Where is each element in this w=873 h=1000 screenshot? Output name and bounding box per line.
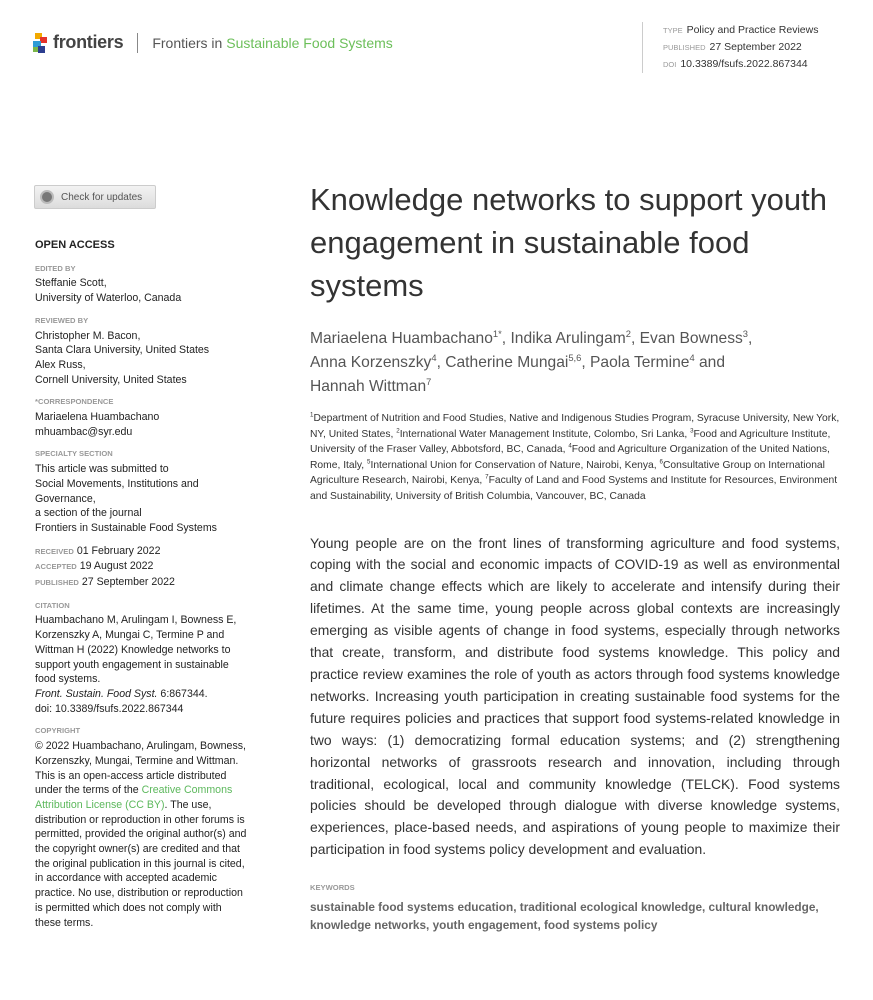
author-affiliation-marker: 4 [431, 352, 437, 363]
edited-by-label: EDITED BY [35, 263, 76, 273]
editor-affiliation: University of Waterloo, Canada [35, 292, 182, 305]
author-affiliation-marker: 7 [426, 376, 432, 387]
affiliation-marker: 2 [396, 427, 400, 435]
author-affiliation-marker: 2 [625, 328, 631, 339]
author-name[interactable]: Mariaelena Huambachano$^{1*}$ [310, 328, 502, 347]
affiliation: International Water Management Institute, Colombo, Sri Lanka, [399, 428, 691, 440]
affiliation-marker: 1 [310, 411, 314, 419]
affiliation-marker: 7 [485, 473, 489, 481]
reviewer-affiliation: Santa Clara University, United States [35, 344, 210, 357]
article-meta [642, 22, 818, 73]
reviewer-name: Christopher M. Bacon, [35, 329, 141, 342]
keywords: sustainable food systems education, traditional ecological knowledge, cultural knowledge, knowledge networks, youth engagement, food systems policy [310, 900, 819, 933]
journal-prefix: Frontiers in [152, 34, 227, 51]
frontiers-logo-icon [33, 33, 47, 53]
published-date: 27 September 2022 [709, 41, 802, 53]
article-title: Knowledge networks to support youth engagement in sustainable food systems [310, 182, 827, 303]
reviewer-name: Alex Russ, [35, 358, 86, 371]
author-name[interactable]: Paola Termine$^4$ [590, 352, 695, 371]
doi-label: DOI [663, 60, 677, 69]
doi[interactable]: 10.3389/fsufs.2022.867344 [680, 58, 808, 70]
author-name[interactable]: Anna Korzenszky$^4$ [310, 352, 437, 371]
received-date: 01 February 2022 [76, 544, 161, 557]
affiliation: Food and Agriculture Organization of the United Nations, Rome, Italy, [310, 444, 830, 471]
correspondence-name: Mariaelena Huambachano [35, 411, 160, 424]
copyright [35, 739, 250, 930]
journal-name: Sustainable Food Systems [226, 34, 393, 51]
specialty-line: Frontiers in Sustainable Food Systems [35, 521, 217, 534]
specialty-line: Social Movements, Institutions and Governance, [35, 477, 199, 505]
copyright-text-end: . The use, distribution or reproduction in other forums is permitted, provided the original author(s) and the copyright owner(s) are credited and that the original publication in this journal is cited, in accordance with accepted academic practice. No use, distribution or reproduction is permitted which does not comply with these terms. [35, 798, 247, 929]
author-name[interactable]: Catherine Mungai$^{5,6}$ [445, 352, 582, 371]
affiliation: Department of Nutrition and Food Studies, Native and Indigenous Studies Program, Syracuse University, New York, NY, United States, [310, 413, 840, 440]
affiliation-marker: 4 [568, 442, 572, 450]
copyright-label: COPYRIGHT [35, 726, 81, 736]
author-affiliation-marker: 3 [742, 328, 749, 339]
affiliation: Food and Agriculture Institute, University of the Fraser Valley, Abbotsford, BC, Canada, [310, 428, 831, 456]
journal-title [152, 35, 392, 51]
check-updates-label: Check for updates [61, 191, 143, 203]
editor-name: Steffanie Scott, [35, 277, 107, 290]
correspondence-label: *CORRESPONDENCE [35, 397, 114, 407]
abstract: Young people are on the front lines of transforming agriculture and food systems, coping with the social and economic impacts of COVID-19 as well as environmental and climate change effects which are likely to accelerate and intensify during their lifetimes. At the same time, young people across global contexts are increasingly emerging as visible agents of change in food systems, especially through networks that create, transform, and distribute food systems knowledge. This policy and practice review examines the role of youth as actors through food systems knowledge networks. Increasing youth participation in creating sustainable food systems for the future requires policies and practices that support food systems-related knowledge in two ways: (1) democratizing formal education systems; and (2) strengthening horizontal networks of grassroots research and innovation, including through traditional, ecological, local and community knowledge (TELCK). Food systems policies should be developed through dialogue with diverse knowledge systems, experiences, place-based needs, and aspirations of young people to maximize their participation in food systems policy development and evaluation. [310, 534, 840, 858]
citation [35, 613, 250, 716]
author-name[interactable]: Evan Bowness$^3$ [639, 328, 749, 347]
dates [35, 544, 250, 591]
main-column [310, 178, 840, 934]
correspondence-email[interactable]: mhuambac@syr.edu [35, 425, 133, 438]
specialty-line: This article was submitted to [35, 463, 169, 476]
type-label: TYPE [663, 26, 683, 35]
author-list: Mariaelena Huambachano$^{1*}$, Indika Arulingam$^2$, Evan Bowness$^3$, Anna Korzenszky$^4$, Catherine Mungai$^{5,6}$, Paola Termine$^4$ and Hannah Wittman$^7$ [310, 328, 753, 395]
citation-text: Huambachano M, Arulingam I, Bowness E, Korzenszky A, Mungai C, Termine P and Wittman H (2022) Knowledge networks to support youth engagement in sustainable food systems. [35, 614, 237, 686]
author-name[interactable]: Hannah Wittman$^7$ [310, 376, 432, 395]
article-type: Policy and Practice Reviews [686, 24, 819, 36]
author-name[interactable]: Indika Arulingam$^2$ [510, 328, 631, 347]
citation-label: CITATION [35, 600, 70, 610]
published-date: 27 September 2022 [81, 576, 175, 589]
accepted-date: 19 August 2022 [79, 560, 154, 573]
divider [137, 33, 138, 53]
brand-name: frontiers [53, 32, 124, 52]
keywords-label: KEYWORDS [310, 883, 355, 893]
check-for-updates-button[interactable] [34, 185, 156, 209]
update-icon [40, 190, 54, 204]
citation-journal: Front. Sustain. Food Syst. [35, 687, 158, 700]
frontiers-logo[interactable] [33, 32, 393, 53]
specialty-line: a section of the journal [35, 507, 142, 520]
author-affiliation-marker: 4 [689, 352, 695, 363]
affiliation-marker: 5 [367, 458, 371, 466]
copyright-text: © 2022 Huambachano, Arulingam, Bowness, Korzenszky, Mungai, Termine and Wittman. This is an open-access article distributed under the terms of the [35, 740, 246, 797]
author-affiliation-marker: 5,6 [568, 352, 582, 363]
specialty-label: SPECIALTY SECTION [35, 449, 113, 459]
open-access: OPEN ACCESS [35, 239, 115, 251]
author-affiliation-marker: 1* [492, 328, 502, 339]
affiliations [310, 411, 840, 505]
accepted-label: ACCEPTED [35, 562, 77, 572]
reviewer-affiliation: Cornell University, United States [35, 373, 187, 386]
citation-doi[interactable]: doi: 10.3389/fsufs.2022.867344 [35, 702, 184, 715]
license-link[interactable]: Creative Commons Attribution License (CC BY) [35, 784, 233, 811]
reviewed-by-label: REVIEWED BY [35, 315, 89, 325]
affiliation-marker: 3 [690, 427, 694, 435]
affiliation: International Union for Conservation of Nature, Nairobi, Kenya, [370, 459, 660, 471]
received-label: RECEIVED [35, 546, 74, 556]
sidebar [35, 238, 250, 930]
published-label: PUBLISHED [35, 578, 79, 588]
affiliation: Consultative Group on International Agriculture Research, Nairobi, Kenya, [310, 459, 825, 487]
published-label: PUBLISHED [663, 43, 706, 52]
citation-volume: 6:867344. [157, 687, 208, 700]
affiliation-marker: 6 [659, 458, 663, 466]
affiliation: Faculty of Land and Food Systems and Institute for Resources, Environment and Sustainability, University of British Columbia, Vancouver, BC, Canada [310, 475, 838, 502]
